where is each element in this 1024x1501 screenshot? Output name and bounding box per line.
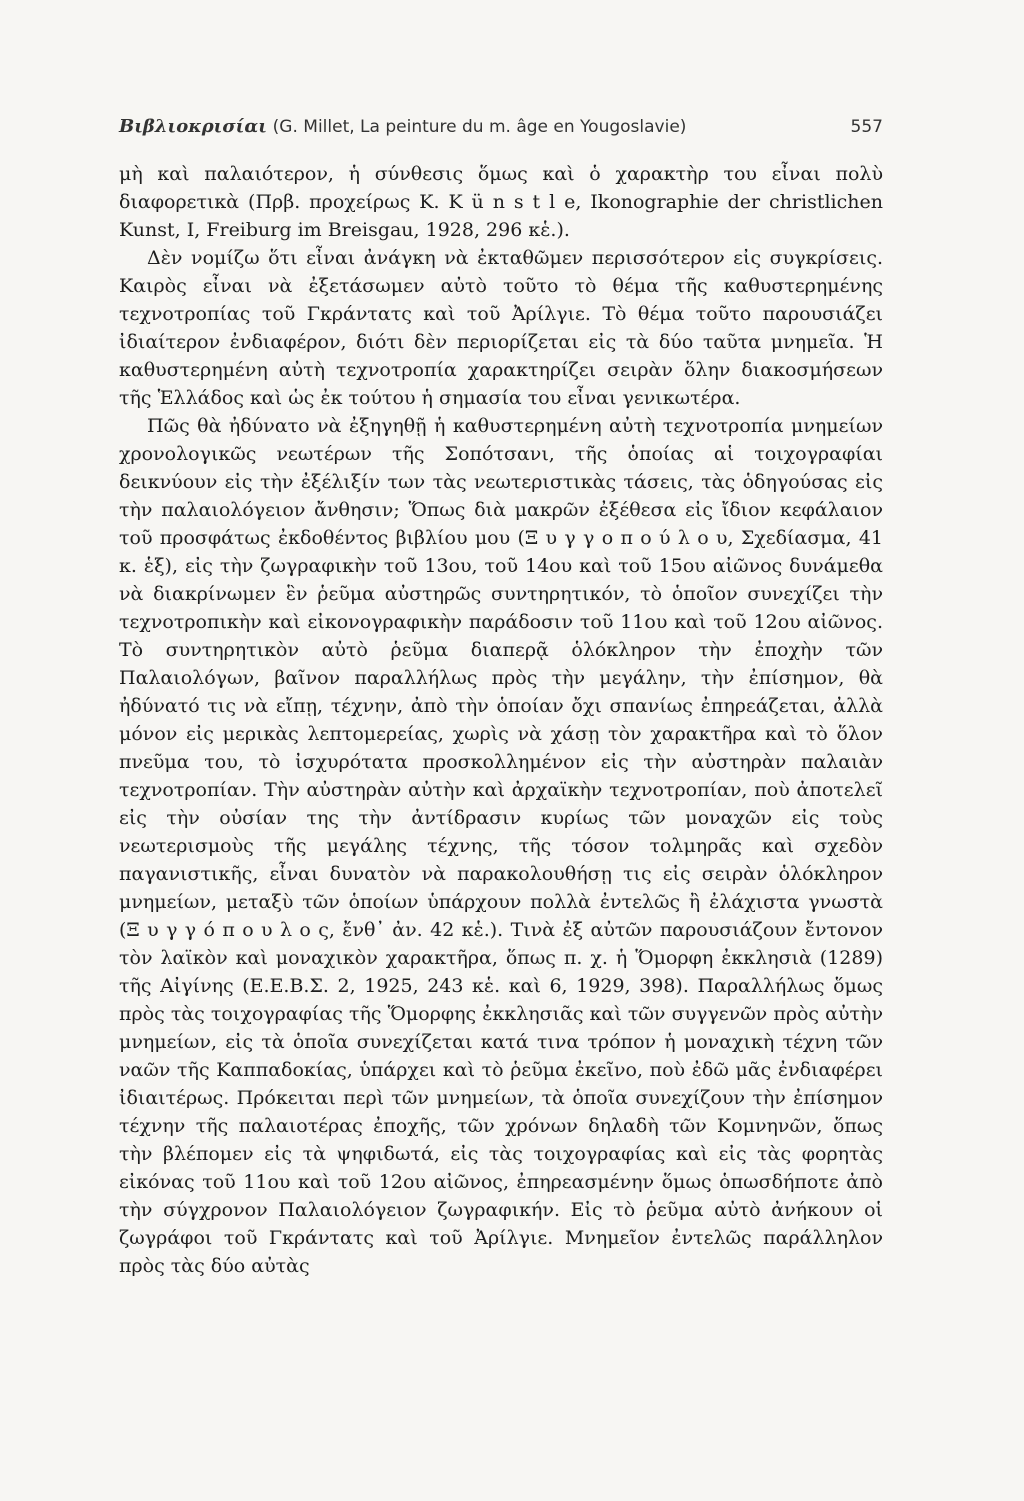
body-text <box>119 160 883 1280</box>
paragraph: Δὲν νομίζω ὅτι εἶναι ἀνάγκη νὰ ἐκταθῶμεν περισσότερον εἰς συγκρίσεις. Καιρὸς εἶναι νὰ ἐξετάσωμεν αὐτὸ τοῦτο τὸ θέμα τῆς καθυστερημένης τεχνοτροπίας τοῦ Γκράντατς καὶ τοῦ Ἀρίλγιε. Τὸ θέμα τοῦτο παρουσιάζει ἰδιαίτερον ἐνδιαφέρον, διότι δὲν περιορίζεται εἰς τὰ δύο ταῦτα μνημεῖα. Ἡ καθυστερημένη αὐτὴ τεχνοτροπία χαρακτηρίζει σειρὰν ὅλην διακοσμήσεων τῆς Ἑλλάδος καὶ ὡς ἐκ τούτου ἡ σημασία του εἶναι γενικωτέρα. <box>119 247 883 409</box>
header-left <box>119 116 686 137</box>
running-title: Βιβλιοκρισίαι <box>119 116 267 137</box>
book-reference: (G. Millet, La peinture du m. âge en Yougoslavie) <box>272 117 687 137</box>
paragraph: μὴ καὶ παλαιότερον, ἡ σύνθεσις ὅμως καὶ ὁ χαρακτὴρ του εἶναι πολὺ διαφορετικὰ (Πρβ. προχείρως K. K ü n s t l e, Ikonographie der christlichen Kunst, I, Freiburg im Breisgau, 1928, 296 κἑ.). <box>119 163 883 241</box>
page-header <box>119 116 883 137</box>
page-number: 557 <box>850 117 883 137</box>
paragraph: Πῶς θὰ ἠδύνατο νὰ ἐξηγηθῇ ἡ καθυστερημένη αὐτὴ τεχνοτροπία μνημείων χρονολογικῶς νεωτέρων τῆς Σοπότσανι, τῆς ὁποίας αἱ τοιχογραφίαι δεικνύουν εἰς τὴν ἐξέλιξίν των τὰς νεωτεριστικὰς τάσεις, τὰς ὁδηγούσας εἰς τὴν παλαιολόγειον ἄνθησιν; Ὅπως διὰ μακρῶν ἐξέθεσα εἰς ἴδιον κεφάλαιον τοῦ προσφάτως ἐκδοθέντος βιβλίου μου (Ξ υ γ γ ο π ο ύ λ ο υ, Σχεδίασμα, 41 κ. ἑξ), εἰς τὴν ζωγραφικὴν τοῦ 13ου, τοῦ 14ου καὶ τοῦ 15ου αἰῶνος δυνάμεθα νὰ διακρίνωμεν ἓν ῥεῦμα αὐστηρῶς συντηρητικόν, τὸ ὁποῖον συνεχίζει τὴν τεχνοτροπικὴν καὶ εἰκονογραφικὴν παράδοσιν τοῦ 11ου καὶ τοῦ 12ου αἰῶνος. Τὸ συντηρητικὸν αὐτὸ ῥεῦμα διαπερᾷ ὁλόκληρον τὴν ἐποχὴν τῶν Παλαιολόγων, βαῖνον παραλλήλως πρὸς τὴν μεγάλην, τὴν ἐπίσημον, θὰ ἠδύνατό τις νὰ εἴπῃ, τέχνην, ἀπὸ τὴν ὁποίαν ὄχι σπανίως ἐπηρεάζεται, ἀλλὰ μόνον εἰς μερικὰς λεπτομερείας, χωρὶς νὰ χάσῃ τὸν χαρακτῆρα καὶ τὸ ὅλον πνεῦμα του, τὸ ἰσχυρότατα προσκολλημένον εἰς τὴν αὐστηρὰν παλαιὰν τεχνοτροπίαν. Τὴν αὐστηρὰν αὐτὴν καὶ ἀρχαϊκὴν τεχνοτροπίαν, ποὺ ἀποτελεῖ εἰς τὴν οὐσίαν της τὴν ἀντίδρασιν κυρίως τῶν μοναχῶν εἰς τοὺς νεωτερισμοὺς τῆς μεγάλης τέχνης, τῆς τόσον τολμηρᾶς καὶ σχεδὸν παγανιστικῆς, εἶναι δυνατὸν νὰ παρακολουθήσῃ τις εἰς σειρὰν ὁλόκληρον μνημείων, μεταξὺ τῶν ὁποίων ὑπάρχουν πολλὰ ἐντελῶς ἢ ἐλάχιστα γνωστὰ (Ξ υ γ γ ό π ο υ λ ο ς, ἔνθ᾽ ἀν. 42 κἑ.). Τινὰ ἐξ αὐτῶν παρουσιάζουν ἔντονον τὸν λαϊκὸν καὶ μοναχικὸν χαρακτῆρα, ὅπως π. χ. ἡ Ὅμορφη ἐκκλησιὰ (1289) τῆς Αἰγίνης (Ε.Ε.Β.Σ. 2, 1925, 243 κἑ. καὶ 6, 1929, 398). Παραλλήλως ὅμως πρὸς τὰς τοιχογραφίας τῆς Ὅμορφης ἐκκλησιᾶς καὶ τῶν συγγενῶν πρὸς αὐτὴν μνημείων, εἰς τὰ ὁποῖα συνεχίζεται κατά τινα τρόπον ἡ μοναχικὴ τέχνη τῶν ναῶν τῆς Καππαδοκίας, ὑπάρχει καὶ τὸ ῥεῦμα ἐκεῖνο, ποὺ ἐδῶ μᾶς ἐνδιαφέρει ἰδιαιτέρως. Πρόκειται περὶ τῶν μνημείων, τὰ ὁποῖα συνεχίζουν τὴν ἐπίσημον τέχνην τῆς παλαιοτέρας ἐποχῆς, τῶν χρόνων δηλαδὴ τῶν Κομνηνῶν, ὅπως τὴν βλέπομεν εἰς τὰ ψηφιδωτά, εἰς τὰς τοιχογραφίας καὶ εἰς τὰς φορητὰς εἰκόνας τοῦ 11ου καὶ τοῦ 12ου αἰῶνος, ἐπηρεασμένην ὅμως ὁπωσδήποτε ἀπὸ τὴν σύγχρονον Παλαιολόγειον ζωγραφικήν. Εἰς τὸ ῥεῦμα αὐτὸ ἀνήκουν οἱ ζωγράφοι τοῦ Γκράντατς καὶ τοῦ Ἀρίλγιε. Μνημεῖον ἐντελῶς παράλληλον πρὸς τὰς δύο αὐτὰς <box>119 415 883 1277</box>
